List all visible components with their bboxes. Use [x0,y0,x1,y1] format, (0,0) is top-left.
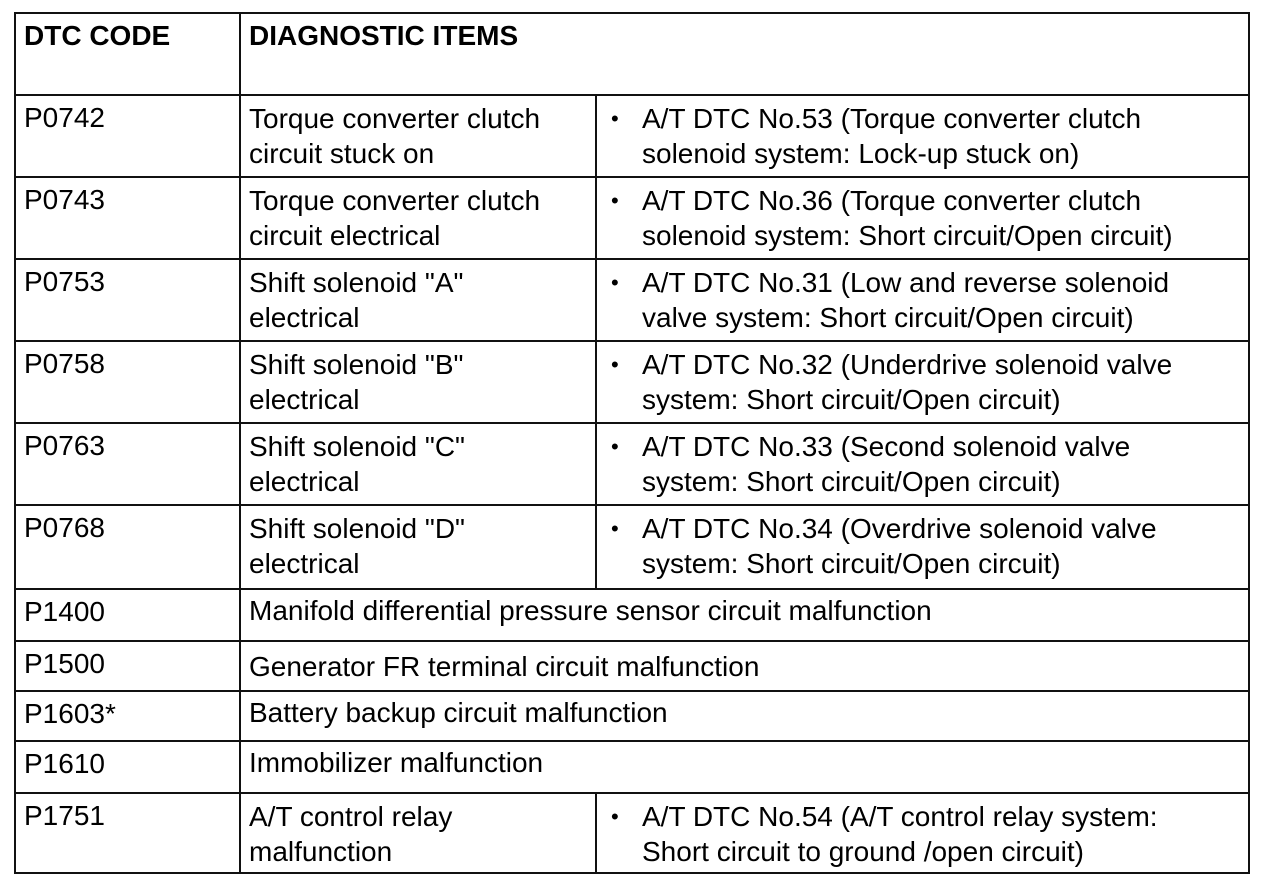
detail-line: A/T DTC No.32 (Underdrive solenoid valve [642,349,1173,380]
dtc-code-cell: P0742 [15,95,240,177]
item-line: Shift solenoid "D" [249,513,465,544]
detail-cell [596,341,1249,423]
header-dtc-code: DTC CODE [15,13,240,95]
bullet-icon: • [611,352,619,377]
detail-line: system: Short circuit/Open circuit) [642,466,1061,497]
detail-cell [596,177,1249,259]
detail-cell [596,793,1249,873]
diagnostic-item-cell [240,177,596,259]
item-line: electrical [249,302,360,333]
detail-cell [596,423,1249,505]
table-row [15,341,1249,423]
diagnostic-item-cell [240,95,596,177]
detail-line: A/T DTC No.31 (Low and reverse solenoid [642,267,1170,298]
item-line: circuit stuck on [249,138,435,169]
diagnostic-item-cell [240,341,596,423]
dtc-code-cell: P1610 [15,741,240,793]
diagnostic-item-cell: Generator FR terminal circuit malfunction [240,641,1249,691]
bullet-icon: • [611,434,619,459]
bullet-icon: • [611,270,619,295]
dtc-code-cell: P1500 [15,641,240,691]
dtc-code-cell: P1603* [15,691,240,741]
bullet-icon: • [611,804,619,829]
detail-line: solenoid system: Short circuit/Open circuit) [642,220,1173,251]
detail-line: A/T DTC No.33 (Second solenoid valve [642,431,1131,462]
dtc-code-cell: P0758 [15,341,240,423]
item-line: A/T control relay [249,801,453,832]
detail-line: solenoid system: Lock-up stuck on) [642,138,1080,169]
detail-line: A/T DTC No.53 (Torque converter clutch [642,103,1142,134]
dtc-code-cell: P0768 [15,505,240,589]
dtc-code-cell: P1751 [15,793,240,873]
detail-line: A/T DTC No.34 (Overdrive solenoid valve [642,513,1157,544]
detail-line: system: Short circuit/Open circuit) [642,548,1061,579]
detail-line: system: Short circuit/Open circuit) [642,384,1061,415]
header-diagnostic-items: DIAGNOSTIC ITEMS [240,13,1249,95]
diagnostic-item-cell [240,259,596,341]
dtc-table [14,12,1250,874]
item-line: electrical [249,466,360,497]
item-line: Shift solenoid "C" [249,431,465,462]
dtc-code-cell: P0753 [15,259,240,341]
item-line: Torque converter clutch [249,103,541,134]
bullet-icon: • [611,106,619,131]
item-line: electrical [249,548,360,579]
table-row [15,259,1249,341]
item-line: Torque converter clutch [249,185,541,216]
dtc-code-cell: P0763 [15,423,240,505]
table-row [15,793,1249,873]
detail-line: valve system: Short circuit/Open circuit) [642,302,1134,333]
dtc-code-cell: P1400 [15,589,240,641]
table-row [15,505,1249,589]
detail-line: A/T DTC No.54 (A/T control relay system: [642,801,1158,832]
item-line: Shift solenoid "B" [249,349,464,380]
bullet-icon: • [611,188,619,213]
diagnostic-item-cell: Battery backup circuit malfunction [240,691,1249,741]
table-row [15,177,1249,259]
table-row [15,641,1249,691]
table-header-row [15,13,1249,95]
dtc-code-cell: P0743 [15,177,240,259]
table-row [15,691,1249,741]
detail-line: Short circuit to ground /open circuit) [642,836,1084,867]
detail-cell [596,259,1249,341]
item-line: Shift solenoid "A" [249,267,464,298]
detail-line: A/T DTC No.36 (Torque converter clutch [642,185,1142,216]
table-row [15,741,1249,793]
item-line: electrical [249,384,360,415]
item-line: malfunction [249,836,393,867]
diagnostic-item-cell [240,793,596,873]
detail-cell [596,505,1249,589]
table-row [15,423,1249,505]
diagnostic-item-cell [240,423,596,505]
diagnostic-item-cell [240,505,596,589]
table-row [15,95,1249,177]
item-line: circuit electrical [249,220,441,251]
table-row [15,589,1249,641]
detail-cell [596,95,1249,177]
diagnostic-item-cell: Immobilizer malfunction [240,741,1249,793]
bullet-icon: • [611,516,619,541]
diagnostic-item-cell: Manifold differential pressure sensor circuit malfunction [240,589,1249,641]
